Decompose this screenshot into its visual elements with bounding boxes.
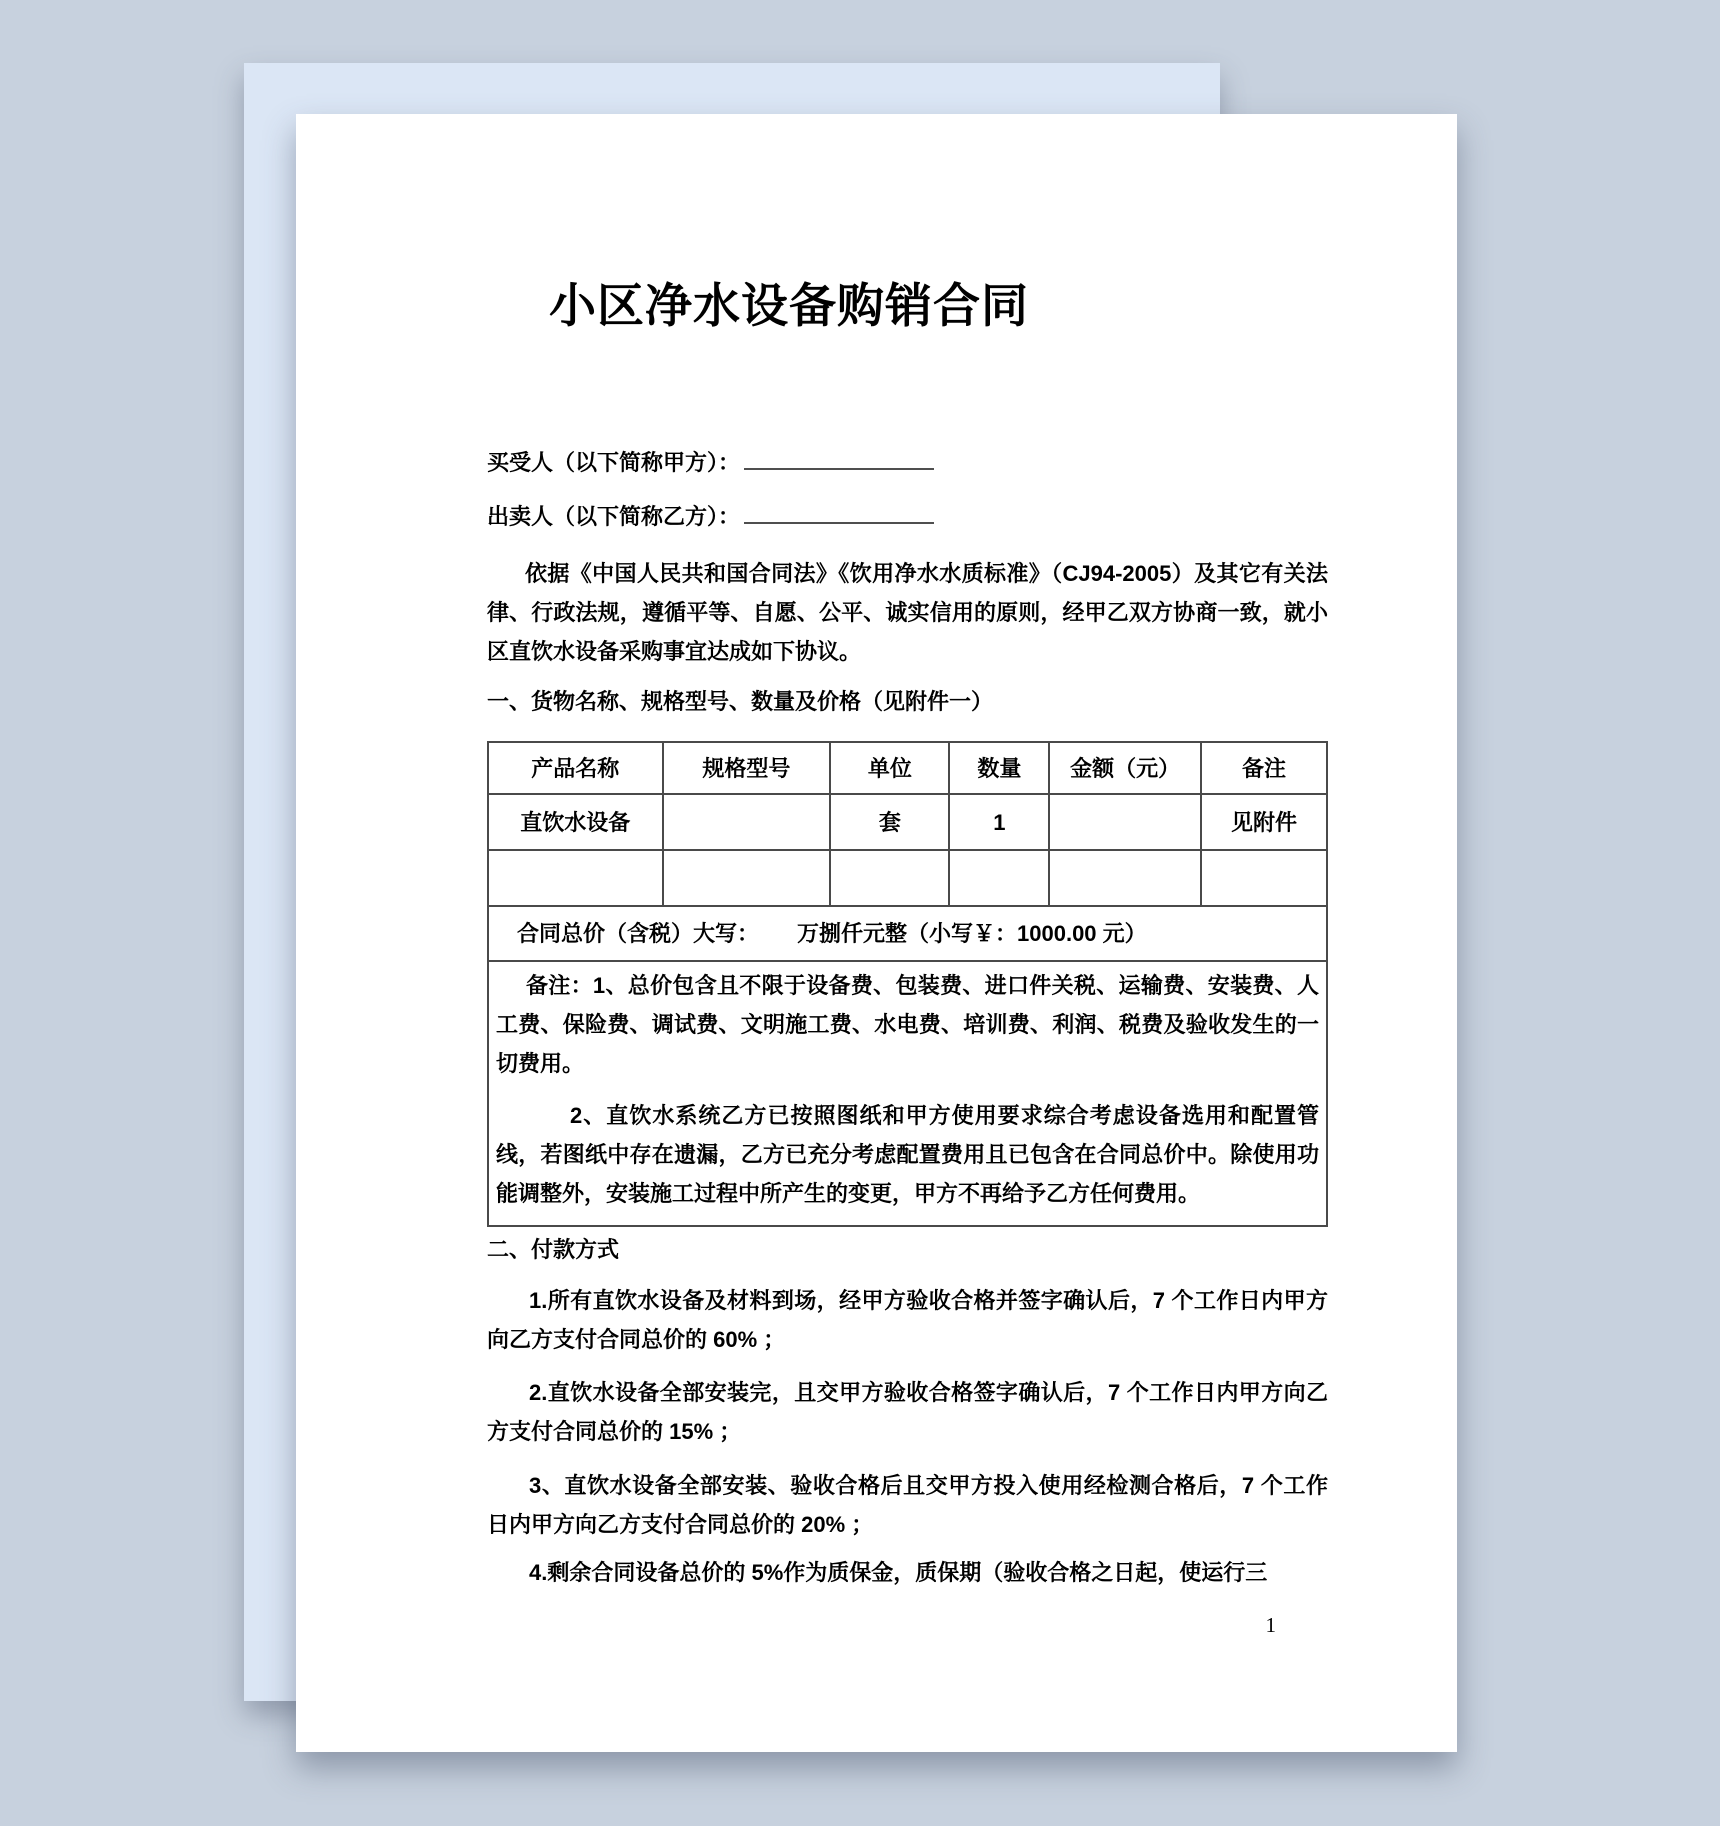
table-cell-quantity: 1 bbox=[949, 794, 1049, 850]
header-cell-unit: 单位 bbox=[830, 742, 949, 794]
table-cell-amount bbox=[1049, 794, 1201, 850]
contract-page bbox=[296, 114, 1457, 1752]
seller-label: 出卖人（以下简称乙方）： bbox=[487, 504, 741, 529]
table-cell-model bbox=[663, 850, 831, 906]
seller-fill-in-line bbox=[744, 496, 934, 524]
table-cell-amount bbox=[1049, 850, 1201, 906]
table-cell-model bbox=[663, 794, 831, 850]
goods-table bbox=[487, 741, 1328, 1227]
seller-row bbox=[487, 495, 1328, 539]
table-cell-unit bbox=[830, 850, 949, 906]
table-cell-quantity bbox=[949, 850, 1049, 906]
total-price-cell bbox=[488, 906, 1327, 961]
payment-item-4: 4.剩余合同设备总价的 5%作为质保金，质保期（验收合格之日起，使运行三 bbox=[529, 1560, 1268, 1585]
table-cell-unit: 套 bbox=[830, 794, 949, 850]
table-row bbox=[488, 850, 1327, 906]
total-price-value: 万捌仟元整（小写￥：1000.00 元） bbox=[797, 921, 1147, 946]
header-cell-amount: 金额（元） bbox=[1049, 742, 1201, 794]
buyer-label: 买受人（以下简称甲方）： bbox=[487, 450, 741, 475]
table-cell-remark bbox=[1201, 850, 1327, 906]
table-notes-cell bbox=[488, 961, 1327, 1226]
table-cell-product bbox=[488, 850, 663, 906]
section2-heading: 二、付款方式 bbox=[487, 1237, 620, 1262]
section1-heading: 一、货物名称、规格型号、数量及价格（见附件一） bbox=[487, 689, 994, 714]
page-number: 1 bbox=[1265, 1613, 1276, 1637]
table-row bbox=[488, 794, 1327, 850]
payment-item-1: 1.所有直饮水设备及材料到场，经甲方验收合格并签字确认后，7 个工作日内甲方向乙方支付合同总价的 60% ； bbox=[487, 1288, 1328, 1352]
buyer-fill-in-line bbox=[744, 442, 934, 470]
header-cell-product: 产品名称 bbox=[488, 742, 663, 794]
goods-table-header-row bbox=[488, 742, 1327, 794]
notes-paragraph-1: 备注：1、总价包含且不限于设备费、包装费、进口件关税、运输费、安装费、人工费、保险费、调试费、文明施工费、水电费、培训费、利润、税费及验收发生的一切费用。 bbox=[496, 973, 1319, 1076]
table-cell-product: 直饮水设备 bbox=[488, 794, 663, 850]
payment-item-2: 2.直饮水设备全部安装完，且交甲方验收合格签字确认后，7 个工作日内甲方向乙方支付合同总价的 15% ； bbox=[487, 1380, 1328, 1444]
buyer-row bbox=[487, 441, 1328, 485]
table-cell-remark: 见附件 bbox=[1201, 794, 1327, 850]
header-cell-remark: 备注 bbox=[1201, 742, 1327, 794]
preamble-paragraph: 依据《中国人民共和国合同法》《饮用净水水质标准》（CJ94-2005）及其它有关法律、行政法规，遵循平等、自愿、公平、诚实信用的原则，经甲乙双方协商一致，就小区直饮水设备采购事宜达成如下协议。 bbox=[487, 561, 1328, 664]
total-price-row bbox=[488, 906, 1327, 961]
payment-item-3: 3、直饮水设备全部安装、验收合格后且交甲方投入使用经检测合格后，7 个工作日内甲方向乙方支付合同总价的 20% ； bbox=[487, 1473, 1328, 1537]
header-cell-model: 规格型号 bbox=[663, 742, 831, 794]
header-cell-quantity: 数量 bbox=[949, 742, 1049, 794]
table-notes-row bbox=[488, 961, 1327, 1226]
notes-paragraph-2: 2、直饮水系统乙方已按照图纸和甲方使用要求综合考虑设备选用和配置管线，若图纸中存在遗漏，乙方已充分考虑配置费用且已包含在合同总价中。除使用功能调整外，安装施工过程中所产生的变更，甲方不再给予乙方任何费用。 bbox=[496, 1103, 1319, 1206]
page-content bbox=[296, 275, 1457, 1639]
document-title: 小区净水设备购销合同 bbox=[549, 279, 1029, 332]
total-price-label: 合同总价（含税）大写： bbox=[517, 921, 760, 946]
